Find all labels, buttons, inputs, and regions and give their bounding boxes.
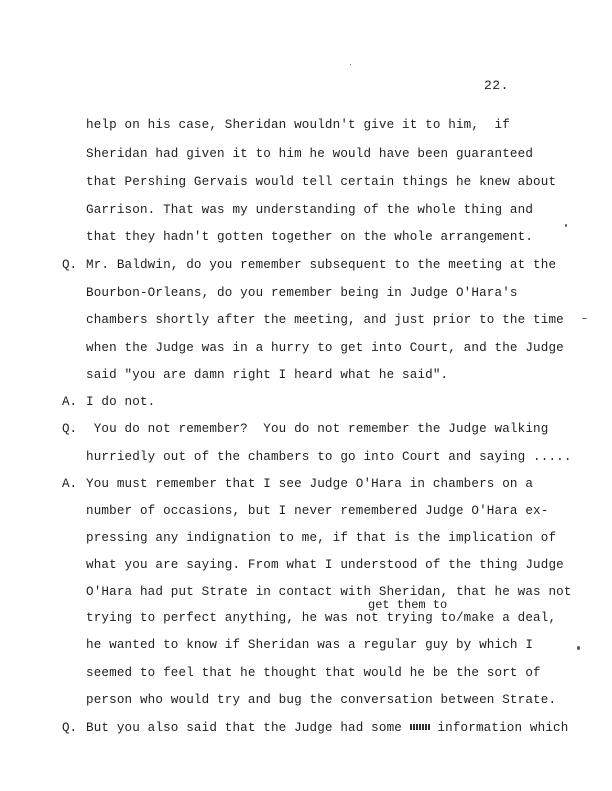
text-line-15: number of occasions, but I never remembered Judge O'Hara ex- — [86, 504, 549, 518]
text-line-6: Mr. Baldwin, do you remember subsequent to the meeting at the — [86, 258, 557, 272]
text-line-23-start: But you also said that the Judge had some — [86, 721, 410, 735]
scan-speck — [350, 64, 351, 65]
scan-speck — [582, 318, 587, 319]
text-line-19: trying to perfect anything, he was not trying to/make a deal, — [86, 611, 557, 625]
text-line-13: hurriedly out of the chambers to go into Court and saying ..... — [86, 450, 572, 464]
answer-marker: A. — [62, 395, 78, 409]
text-line-8: chambers shortly after the meeting, and just prior to the time — [86, 313, 564, 327]
text-line-23-end: information which — [429, 721, 569, 735]
scan-speck — [565, 224, 567, 227]
text-line-18: O'Hara had put Strate in contact with Sheridan, that he was not — [86, 585, 572, 599]
text-line-5: that they hadn't gotten together on the whole arrangement. — [86, 230, 534, 244]
text-line-20: he wanted to know if Sheridan was a regular guy by which I — [86, 638, 534, 652]
question-marker: Q. — [62, 721, 78, 735]
text-line-12: You do not remember? You do not remember the Judge walking — [86, 422, 549, 436]
text-line-11: I do not. — [86, 395, 156, 409]
text-line-4: Garrison. That was my understanding of the whole thing and — [86, 203, 534, 217]
page-number: 22. — [484, 78, 509, 93]
text-line-14: You must remember that I see Judge O'Hara in chambers on a — [86, 477, 534, 491]
text-line-1: help on his case, Sheridan wouldn't give it to him, if — [86, 118, 510, 132]
question-marker: Q. — [62, 422, 78, 436]
answer-marker: A. — [62, 477, 78, 491]
text-line-10: said "you are damn right I heard what he said". — [86, 368, 449, 382]
text-line-9: when the Judge was in a hurry to get into Court, and the Judge — [86, 341, 564, 355]
text-line-7: Bourbon-Orleans, do you remember being in Judge O'Hara's — [86, 286, 518, 300]
text-line-17: what you are saying. From what I understood of the thing Judge — [86, 558, 564, 572]
text-line-23 — [86, 721, 568, 735]
text-line-3: that Pershing Gervais would tell certain things he knew about — [86, 175, 557, 189]
scan-speck — [577, 646, 580, 650]
question-marker: Q. — [62, 258, 78, 272]
struck-out-word — [410, 724, 430, 730]
text-line-21: seemed to feel that he thought that would he be the sort of — [86, 666, 541, 680]
interlinear-insertion: get them to — [368, 598, 448, 612]
text-line-22: person who would try and bug the conversation between Strate. — [86, 693, 557, 707]
text-line-16: pressing any indignation to me, if that is the implication of — [86, 531, 557, 545]
text-line-2: Sheridan had given it to him he would have been guaranteed — [86, 147, 534, 161]
